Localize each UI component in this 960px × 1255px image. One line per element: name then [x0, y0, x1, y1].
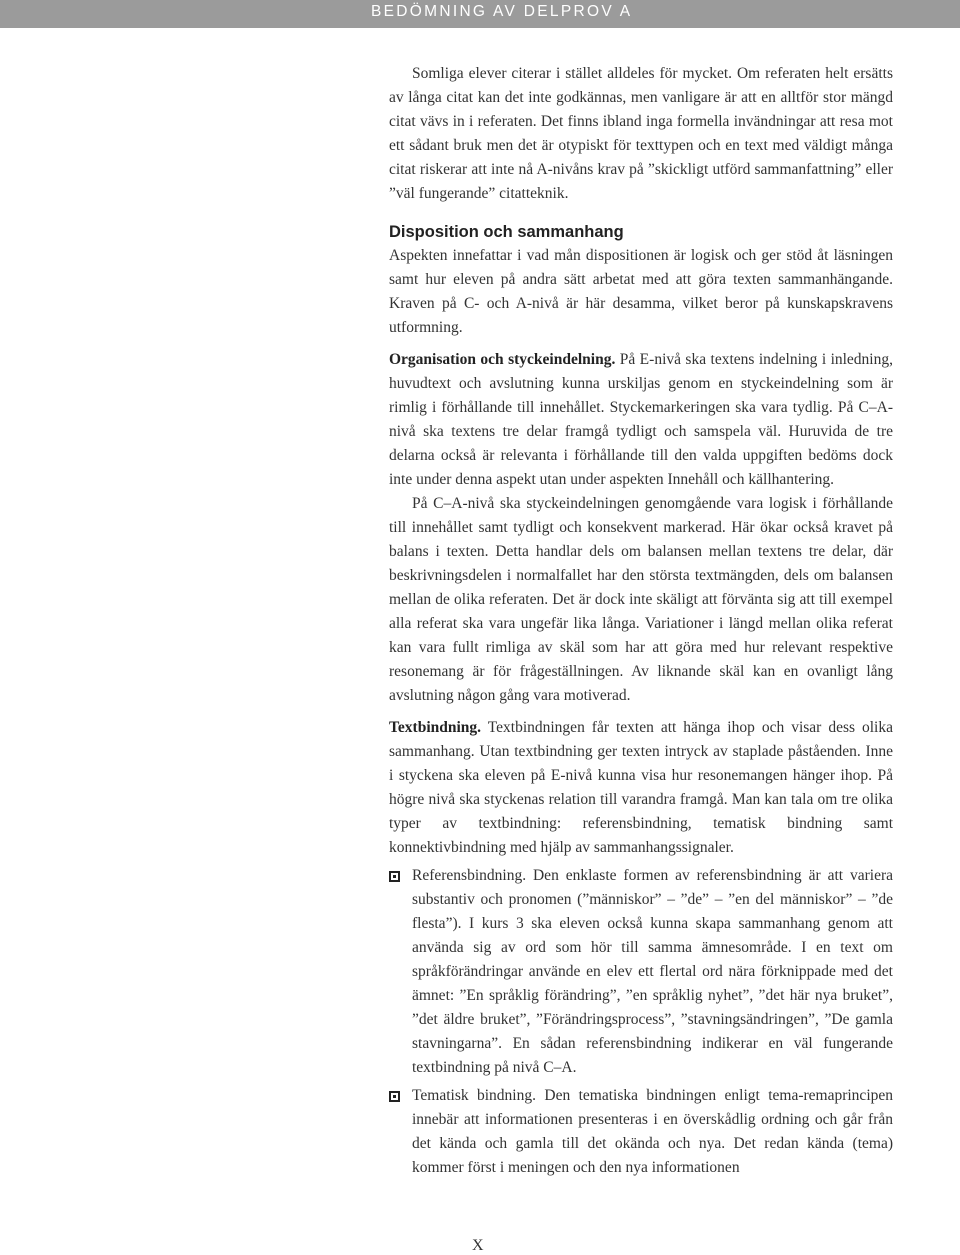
section-title: BEDÖMNING AV DELPROV A [371, 3, 633, 20]
list-item-text: Tematisk bindning. Den tematiska bindningen enligt tema-remaprincipen innebär att informationen presenteras i en överskådlig ordning och går från det kända och gamla till det okända och nya. Det redan kända (tema) kommer först i meningen och den nya informationen [412, 1087, 893, 1176]
paragraph-textbindning-text: Textbindningen får texten att hänga ihop och visar dess olika sammanhang. Utan textbindning ger texten intryck av staplade påståenden. Inne i styckena ska eleven på E-nivå kunna visa hur resonemangen hänger ihop. På högre nivå ska styckenas relation till varandra framgå. Man kan tala om tre olika typer av textbindning: referensbindning, tematisk bindning samt konnektivbindning med hjälp av sammanhangssignaler. [389, 719, 893, 856]
paragraph-organisation [389, 348, 893, 492]
list-item-referensbindning [389, 864, 893, 1080]
heading-disposition: Disposition och sammanhang [389, 223, 624, 241]
paragraph-citat: Somliga elever citerar i stället alldeles för mycket. Om referaten helt ersätts av långa citat kan det inte godkännas, men vanligare är att en alltför stor mängd citat vävs in i referaten. Det finns ibland inga formella invändningar att resa mot ett sådant bruk men det är otypiskt för texttypen och en text med väldigt många citat riskerar att inte nå A-nivåns krav på ”skickligt utförd sammanfattning” eller ”väl fungerande” citatteknik. [389, 65, 893, 202]
document-body [389, 62, 893, 1180]
list-item-tematisk-bindning [389, 1084, 893, 1180]
header-bar [0, 0, 960, 28]
lead-organisation: Organisation och styckeindelning. [389, 351, 616, 368]
list-item-text: Referensbindning. Den enklaste formen av referensbindning är att variera substantiv och pronomen (”människor” – ”de” – ”en del människor” – ”de flesta”). I kurs 3 ska eleven också kunna skapa sammanhang genom att använda sig av ord som hör till samma ämnesområde. I en text om språkförändringar använde en elev ett flertal ord nära förknippade med det ämnet: ”En språklig förändring”, ”en språklig nyhet”, ”det här nya bruket”, ”det äldre bruket”, ”Förändringsprocess”, ”stavningsändringen”, ”De gamla stavningarna”. En sådan referensbindning indikerar en väl fungerande textbindning på nivå C–A. [412, 867, 893, 1076]
paragraph-disposition: Aspekten innefattar i vad mån dispositionen är logisk och ger stöd åt läsningen samt hur eleven på andra sätt arbetat med att göra texten sammanhängande. Kraven på C- och A-nivå är här desamma, vilket beror på kunskapskravens utformning. [389, 247, 893, 336]
lead-textbindning: Textbindning. [389, 719, 482, 736]
paragraph-textbindning [389, 716, 893, 860]
square-bullet-icon [389, 871, 400, 882]
square-bullet-icon [389, 1091, 400, 1102]
paragraph-organisation-text: På E-nivå ska textens indelning i inledning, huvudtext och avslutning kunna urskiljas genom en styckeindelning som är rimlig i förhållande till innehållet. Styckemarkeringen ska vara tydlig. På C–A-nivå ska textens tre delar framgå tydligt och samspela väl. Huruvida de tre delarna också är relevanta i förhållande till den valda uppgiften bedöms dock inte under denna aspekt utan under aspekten Innehåll och källhantering. [389, 351, 893, 488]
page-number: X [472, 1237, 484, 1254]
paragraph-balans: På C–A-nivå ska styckeindelningen genomgående vara logisk i förhållande till innehållet samt tydligt och konsekvent markerad. Här ökar också kravet på balans i texten. Detta handlar dels om balansen mellan textens tre delar, där beskrivningsdelen i normalfallet har den största textmängden, dels om balansen mellan de olika referaten. Det är dock inte skäligt att förvänta sig att till exempel alla referat ska vara ungefär lika långa. Variationer i längd mellan olika referat kan vara fullt rimliga av skäl som har att göra med hur relevant respektive resonemang är för frågeställningen. Av liknande skäl kan en ovanligt lång avslutning någon gång vara motiverad. [389, 495, 893, 704]
